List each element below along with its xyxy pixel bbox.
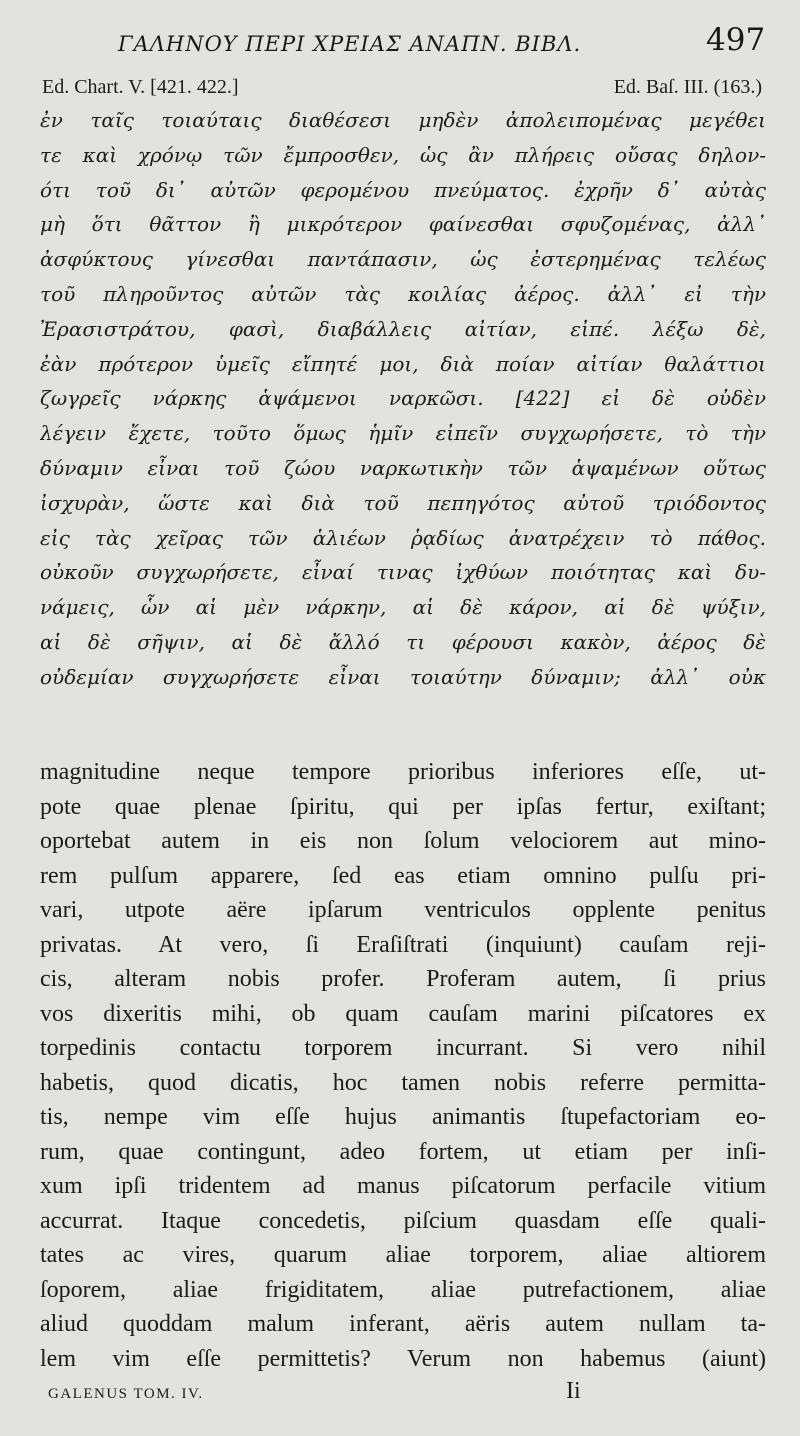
greek-line: νάμεις, ὧν αἱ μὲν νάρκην, αἱ δὲ κάρον, αἱ δὲ ψύξιν,	[40, 595, 766, 620]
latin-line: ſoporem, aliae frigiditatem, aliae putrefactionem, aliae	[40, 1276, 766, 1303]
running-title: ΓΑΛΗΝΟΥ ΠΕΡΙ ΧΡΕΙΑΣ ΑΝΑΠΝ. ΒΙΒΛ.	[118, 32, 582, 56]
greek-line: ότι τοῦ δι᾽ αὐτῶν φερομένου πνεύματος. ἐχρῆν δ᾽ αὐτὰς	[40, 177, 766, 202]
latin-line: vari, utpote aëre ipſarum ventriculos opplente penitus	[40, 897, 766, 923]
greek-line: ἐὰν πρότερον ὑμεῖς εἴπητέ μοι, διὰ ποίαν αἰτίαν θαλάττιοι	[40, 351, 766, 376]
sheet-mark: Ii	[566, 1378, 581, 1404]
latin-line: cis, alteram nobis profer. Proferam autem, ſi prius	[40, 966, 766, 992]
latin-line: habetis, quod dicatis, hoc tamen nobis referre permitta-	[40, 1069, 766, 1096]
latin-line: tis, nempe vim eſſe hujus animantis ſtupefactoriam eo-	[40, 1104, 766, 1130]
latin-text-block	[40, 755, 766, 1376]
latin-line: vos dixeritis mihi, ob quam cauſam marini piſcatores ex	[40, 1000, 766, 1027]
latin-line: rum, quae contingunt, adeo fortem, ut etiam per inſi-	[40, 1138, 766, 1165]
edition-references	[0, 76, 800, 104]
latin-line: aliud quoddam malum inferant, aëris autem nullam ta-	[40, 1311, 766, 1337]
greek-line: αἱ δὲ σῆψιν, αἱ δὲ ἄλλό τι φέρουσι κακὸν, ἀέρος δὲ	[40, 629, 766, 654]
greek-line: τε καὶ χρόνῳ τῶν ἔμπροσθεν, ὡς ἂν πλήρεις οὔσας δηλον-	[40, 142, 766, 167]
greek-line: λέγειν ἔχετε, τοῦτο ὅμως ἡμῖν εἰπεῖν συγχωρήσετε, τὸ τὴν	[40, 421, 766, 446]
latin-line: tates ac vires, quarum aliae torporem, aliae altiorem	[40, 1242, 766, 1268]
latin-line: torpedinis contactu torporem incurrant. Si vero nihil	[40, 1035, 766, 1061]
latin-line: privatas. At vero, ſi Eraſiſtrati (inquiunt) cauſam reji-	[40, 931, 766, 958]
greek-line: ἐν ταῖς τοιαύταις διαθέσεσι μηδὲν ἀπολειπομένας μεγέθει	[40, 108, 766, 132]
page-number: 497	[706, 22, 766, 58]
latin-line: xum ipſi tridentem ad manus piſcatorum perfacile vitium	[40, 1173, 766, 1199]
latin-line: rem pulſum apparere, ſed eas etiam omnino pulſu pri-	[40, 862, 766, 889]
latin-line: accurrat. Itaque concedetis, piſcium quasdam eſſe quali-	[40, 1207, 766, 1234]
latin-line: lem vim eſſe permittetis? Verum non habemus (aiunt)	[40, 1345, 766, 1372]
greek-line: ἀσφύκτους γίνεσθαι παντάπασιν, ὡς ἐστερημένας τελέως	[40, 247, 766, 272]
greek-line: οὐκοῦν συγχωρήσετε, εἶναί τινας ἰχθύων ποιότητας καὶ δυ-	[40, 560, 766, 585]
printer-signature: GALENUS TOM. IV.	[48, 1386, 204, 1402]
greek-line: ζωγρεῖς νάρκης ἁψάμενοι ναρκῶσι. [422] εἰ δὲ οὐδὲν	[40, 386, 766, 411]
greek-text-block	[40, 103, 766, 695]
greek-line: δύναμιν εἶναι τοῦ ζώου ναρκωτικὴν τῶν ἁψαμένων οὕτως	[40, 455, 766, 480]
greek-line: Ἐρασιστράτου, φασὶ, διαβάλλεις αἰτίαν, εἰπέ. λέξω δὲ,	[40, 316, 766, 341]
greek-line: εἰς τὰς χεῖρας τῶν ἁλιέων ῥᾳδίως ἀνατρέχειν τὸ πάθος.	[40, 525, 766, 550]
running-head	[0, 20, 800, 70]
greek-line: ἰσχυρὰν, ὥστε καὶ διὰ τοῦ πεπηγότος αὐτοῦ τριόδοντος	[40, 490, 766, 515]
latin-line: pote quae plenae ſpiritu, qui per ipſas fertur, exiſtant;	[40, 793, 766, 820]
page-footer	[0, 1374, 800, 1408]
greek-line: μὴ ὅτι θᾶττον ἢ μικρότερον φαίνεσθαι σφυζομένας, ἀλλ᾽	[40, 212, 766, 237]
latin-line: magnitudine neque tempore prioribus inferiores eſſe, ut-	[40, 759, 766, 785]
edition-chartier-ref: Ed. Chart. V. [421. 422.]	[42, 76, 239, 98]
greek-line: τοῦ πληροῦντος αὐτῶν τὰς κοιλίας ἀέρος. ἀλλ᾽ εἰ τὴν	[40, 281, 766, 306]
edition-basel-ref: Ed. Baſ. III. (163.)	[613, 76, 762, 98]
latin-line: oportebat autem in eis non ſolum velociorem aut mino-	[40, 828, 766, 854]
greek-line: οὐδεμίαν συγχωρήσετε εἶναι τοιαύτην δύναμιν; ἀλλ᾽ οὐκ	[40, 664, 766, 689]
